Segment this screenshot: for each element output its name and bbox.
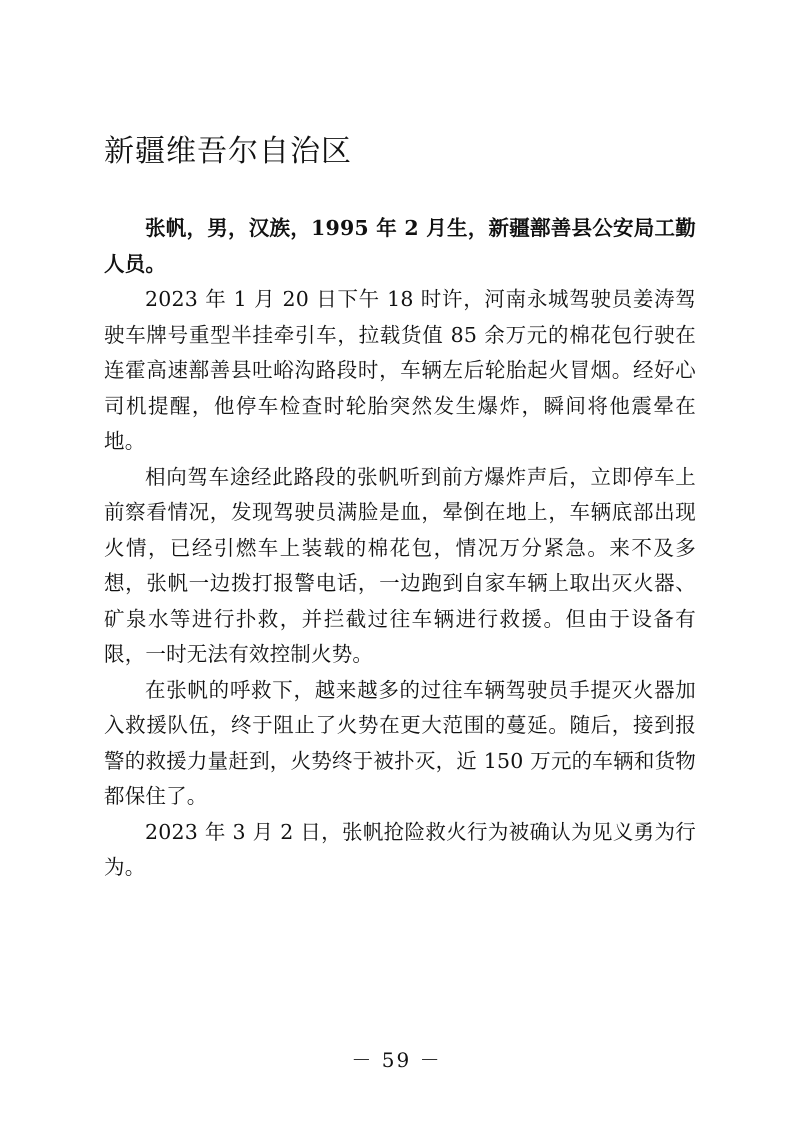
page-number: － 59 － [351,1048,442,1072]
recognition-paragraph: 2023 年 3 月 2 日，张帆抢险救火行为被确认为见义勇为行为。 [104,819,696,879]
person-intro-paragraph: 张帆，男，汉族，1995 年 2 月生，新疆鄯善县公安局工勤人员。 [104,216,696,276]
incident-paragraph: 2023 年 1 月 20 日下午 18 时许，河南永城驾驶员姜涛驾驶车牌号重型半挂牵引车，拉载货值 85 余万元的棉花包行驶在连霍高速鄯善县吐峪沟路段时，车辆左后轮胎起火冒烟。经好心司机提醒，他停车检查时轮胎突然发生爆炸，瞬间将他震晕在地。 [104,287,696,453]
article-body [104,211,696,886]
outcome-paragraph: 在张帆的呼救下，越来越多的过往车辆驾驶员手提灭火器加入救援队伍，终于阻止了火势在更大范围的蔓延。随后，接到报警的救援力量赶到，火势终于被扑灭，近 150 万元的车辆和货物都保住了。 [104,677,696,808]
rescue-paragraph: 相向驾车途经此路段的张帆听到前方爆炸声后，立即停车上前察看情况，发现驾驶员满脸是血，晕倒在地上，车辆底部出现火情，已经引燃车上装载的棉花包，情况万分紧急。来不及多想，张帆一边拨打报警电话，一边跑到自家车辆上取出灭火器、矿泉水等进行扑救，并拦截过往车辆进行救援。但由于设备有限，一时无法有效控制火势。 [104,464,696,666]
region-heading: 新疆维吾尔自治区 [104,134,352,169]
